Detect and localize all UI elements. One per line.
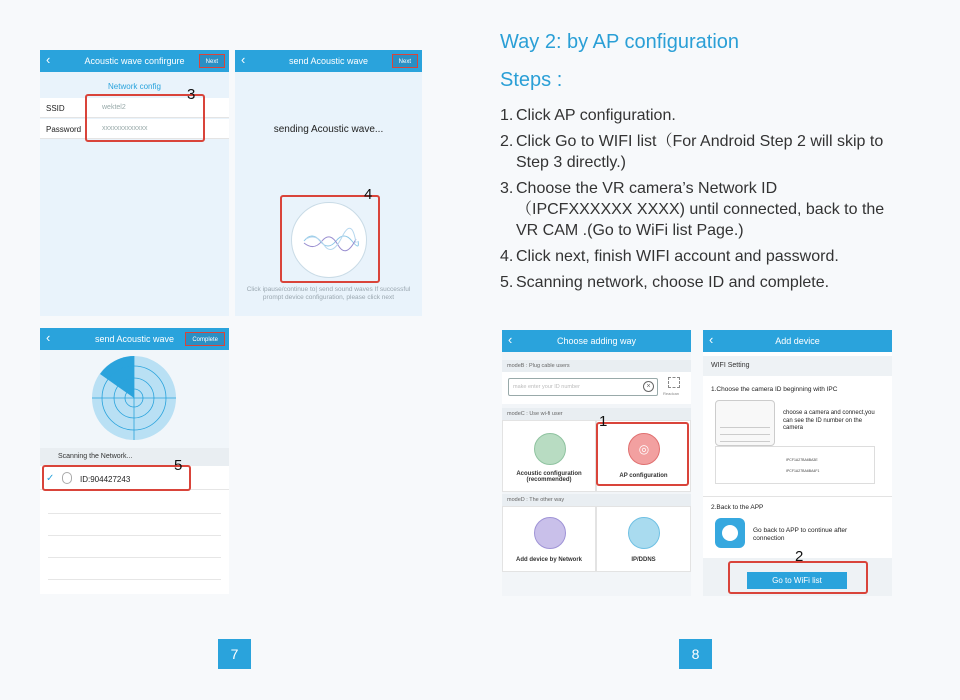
acoustic-config-tile[interactable] (502, 420, 596, 492)
step-marker: 1 (599, 413, 608, 430)
sending-status: sending Acoustic wave... (273, 124, 384, 135)
step1-text: 1.Choose the camera ID beginning with IPC (711, 386, 838, 393)
divider (48, 557, 221, 558)
nav-title: Add device (775, 336, 820, 346)
ipddns-label: IP/DDNS (631, 557, 656, 563)
highlight-box (42, 465, 191, 491)
step2-description: Go back to APP to continue after connection (753, 527, 848, 542)
step-item: 4. Click next, finish WIFI account and password. (500, 248, 839, 265)
way-title: Way 2: by AP configuration (500, 31, 740, 53)
network-icon (534, 517, 566, 549)
scanning-text: Scanning the Network... (58, 453, 133, 460)
nav-title: send Acoustic wave (94, 334, 175, 344)
acoustic-label: Acoustic configuration (recommended) (516, 471, 582, 483)
app-icon (715, 518, 745, 548)
nav-bar (40, 50, 229, 72)
step-item: 5. Scanning network, choose ID and complete. (500, 274, 830, 291)
page-number: 7 (218, 639, 251, 669)
id-input-row (502, 372, 691, 404)
globe-icon (628, 517, 660, 549)
step1-description: choose a camera and connect,you can see the ID number on the camera (783, 410, 875, 431)
mode-b-label: modeB : Plug cable users (502, 360, 691, 372)
back-arrow-icon[interactable]: ‹ (709, 332, 714, 347)
mini-list (715, 446, 875, 484)
screen-acoustic-config (40, 50, 229, 316)
nav-bar (703, 330, 892, 352)
screen-send-wave (235, 50, 422, 316)
scanning-bar (40, 448, 229, 466)
ipddns-tile[interactable] (596, 506, 691, 572)
ap-label: AP configuration (619, 473, 668, 479)
nav-bar (502, 330, 691, 352)
step-item: 3. Choose the VR camera’s Network ID（IPCFXXXXXX XXXX) until connected, back to the VR CAM .(Go to WiFi list Page.) (500, 180, 885, 239)
password-input[interactable]: xxxxxxxxxxxxx (102, 125, 148, 132)
step2-text: 2.Back to the APP (711, 504, 764, 511)
add-network-label: Add device by Network (515, 557, 583, 563)
ssid-input[interactable]: wektel2 (102, 104, 126, 111)
qr-scan-icon[interactable] (668, 377, 680, 388)
clear-icon[interactable]: × (643, 381, 654, 392)
divider (703, 496, 892, 497)
radar-icon (40, 350, 229, 448)
page-number: 8 (679, 639, 712, 669)
back-arrow-icon[interactable]: ‹ (46, 330, 51, 345)
ssid-label: SSID (46, 104, 65, 113)
back-arrow-icon[interactable]: ‹ (508, 332, 513, 347)
next-button[interactable]: Next (392, 54, 418, 68)
back-arrow-icon[interactable]: ‹ (46, 52, 51, 67)
wave-button[interactable] (291, 202, 367, 278)
screen-add-device (703, 330, 892, 596)
step-marker: 4 (364, 186, 373, 203)
screen-scanning (40, 328, 229, 594)
hint-text: Click ipause/continue to| send sound waves If successful prompt device configuration, please click next (246, 286, 411, 301)
add-network-tile[interactable] (502, 506, 596, 572)
sound-wave-icon (292, 203, 368, 279)
step-item: 1. Click AP configuration. (500, 107, 676, 124)
divider (48, 535, 221, 536)
mini-row: IPCF1A27BA6BA4F1 (786, 469, 820, 473)
nav-title: Acoustic wave confirgure (84, 56, 185, 66)
wifi-list-preview (715, 400, 880, 480)
mode-d-label: modeD : The other way (502, 494, 691, 506)
wifi-setting-bar (703, 356, 892, 376)
steps-list (500, 105, 900, 298)
next-button[interactable]: Next (199, 54, 225, 68)
wifi-icon: ◎ (628, 433, 660, 465)
divider (48, 513, 221, 514)
password-label: Password (46, 125, 82, 134)
radar-area (40, 350, 229, 448)
complete-button[interactable]: Complete (185, 332, 225, 346)
step-item: 2. Click Go to WIFI list（For Android Step 2 will skip to Step 3 directly.) (500, 133, 884, 171)
step-marker: 3 (187, 86, 196, 103)
mini-phone (715, 400, 775, 446)
screen-choose-way (502, 330, 691, 596)
step-marker: 2 (795, 548, 804, 565)
check-icon: ✓ (46, 473, 55, 484)
id-input[interactable]: make enter your ID number (508, 378, 658, 396)
scan-label: Readcan (663, 391, 680, 396)
device-id: ID:904427243 (80, 475, 131, 484)
divider (48, 579, 221, 580)
nav-title: send Acoustic wave (288, 56, 369, 66)
nav-title: Choose adding way (556, 336, 637, 346)
section-title: Network config (108, 82, 161, 91)
back-arrow-icon[interactable]: ‹ (241, 52, 246, 67)
acoustic-icon (534, 433, 566, 465)
highlight-box (728, 561, 868, 594)
steps-heading: Steps : (500, 69, 563, 91)
nav-bar (235, 50, 422, 72)
wifi-setting-label: WIFI Setting (711, 362, 750, 369)
mode-c-label: modeC : Use wi-fi user (502, 408, 691, 420)
nav-bar (40, 328, 229, 350)
go-to-wifi-button[interactable]: Go to WiFi list (747, 572, 847, 589)
step-marker: 5 (174, 457, 183, 474)
mini-row: IPCF1A27BA6BA3E (786, 458, 818, 462)
highlight-box (596, 422, 689, 486)
